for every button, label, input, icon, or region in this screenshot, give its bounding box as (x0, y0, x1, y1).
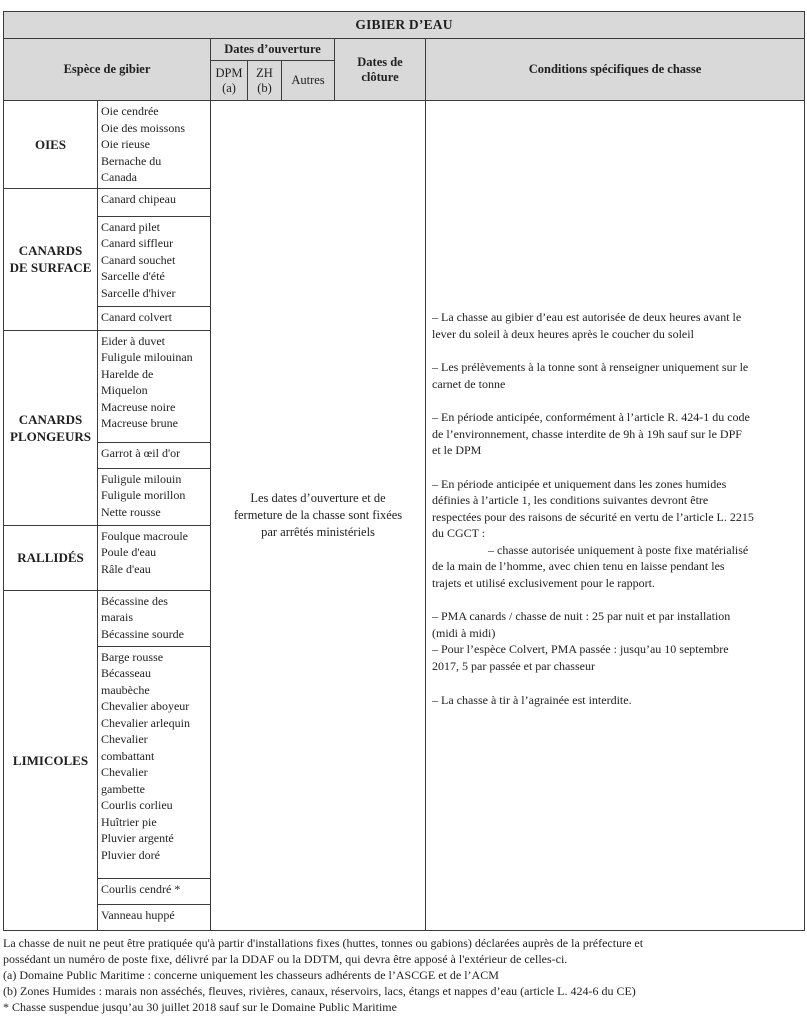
species-list (98, 216, 211, 306)
condition-item: – PMA canards / chasse de nuit : 25 par nuit et par installation (midi à midi) – Pour l’espèce Colvert, PMA passée : jusqu’au 10 septembre 2017, 5 par passée et par chasseur (432, 609, 731, 673)
species-name: Huîtrier pie (101, 814, 157, 829)
species-list (98, 188, 211, 216)
header-conditions: Conditions spécifiques de chasse (426, 39, 805, 101)
header-zh: ZH (b) (248, 61, 282, 101)
hunting-table (3, 11, 805, 931)
species-name: Courlis corlieu (101, 798, 173, 812)
group-canards-surface: CANARDS DE SURFACE (4, 188, 98, 330)
species-name: Oie des moissons (101, 120, 185, 135)
condition-item: – La chasse à tir à l’agrainée est interdite. (432, 693, 632, 707)
footnotes (3, 935, 804, 1015)
header-opening-dates: Dates d’ouverture (211, 39, 335, 61)
species-name: Vanneau huppé (101, 907, 175, 922)
species-list (98, 306, 211, 330)
species-name: Eider à duvet (101, 333, 165, 348)
header-dpm: DPM (a) (211, 61, 248, 101)
species-name: Canard chipeau (101, 191, 176, 206)
group-rallides: RALLIDÉS (4, 525, 98, 590)
species-list (98, 468, 211, 525)
species-name: Oie rieuse (101, 137, 150, 151)
species-name: Bécasseau (101, 666, 151, 680)
species-list (98, 904, 211, 930)
header-autres: Autres (282, 61, 335, 101)
night-hunting-note: La chasse de nuit ne peut être pratiquée qu'à partir d'installations fixes (huttes, tonnes ou gabions) déclarées auprès de la préfecture et (3, 936, 644, 950)
night-hunting-note: possédant un numéro de poste fixe, délivré par la DDAF ou la DDTM, qui devra être apposé à l'extérieur de celles-ci. (3, 952, 568, 966)
species-name: combattant (101, 748, 155, 763)
species-row (4, 101, 805, 189)
header-species: Espèce de gibier (4, 39, 211, 101)
group-limicoles: LIMICOLES (4, 590, 98, 930)
species-name: Macreuse noire (101, 399, 176, 414)
species-name: Chevalier arlequin (101, 715, 190, 730)
species-name: Foulque macroule (101, 528, 188, 543)
species-list (98, 590, 211, 646)
species-name: Bécassine des (101, 593, 168, 608)
species-name: Fuligule milouin (101, 471, 182, 486)
species-name: marais (101, 610, 133, 624)
species-name: Canard souchet (101, 252, 176, 267)
species-list (98, 525, 211, 590)
regulation-sheet (3, 11, 804, 1022)
species-name: Miquelon (101, 383, 148, 397)
table-title: GIBIER D’EAU (4, 12, 805, 39)
species-name: Fuligule milouinan (101, 350, 193, 364)
group-oies: OIES (4, 101, 98, 189)
species-name: Canard pilet (101, 219, 160, 234)
condition-item: – En période anticipée et uniquement dans les zones humides définies à l’article 1, les conditions suivantes devront être respectées pour des raisons de sécurité en vertu de l’article L. 2215 du CGCT : – chasse autorisée uniquement à poste fixe matérialisé de la main de l’homme, avec chien tenu en laisse pendant les trajets et utilisé exclusivement pour le rapport. (432, 476, 754, 590)
species-list (98, 330, 211, 442)
table-body (4, 101, 805, 931)
species-name: Oie cendrée (101, 104, 159, 118)
species-name: maubèche (101, 682, 150, 697)
species-name: gambette (101, 781, 145, 796)
group-canards-plongeurs: CANARDS PLONGEURS (4, 330, 98, 525)
header-closing-dates: Dates de clôture (335, 39, 426, 101)
species-name: Barge rousse (101, 649, 164, 664)
species-list (98, 878, 211, 904)
species-name: Nette rousse (101, 504, 161, 519)
species-list (98, 442, 211, 468)
species-name: Chevalier (101, 765, 148, 779)
dates-note: Les dates d’ouverture et de fermeture de la chasse sont fixées par arrêtés ministériels (211, 101, 426, 931)
condition-item: – Les prélèvements à la tonne sont à renseigner uniquement sur le carnet de tonne (432, 360, 749, 391)
species-name: Chevalier aboyeur (101, 699, 190, 713)
species-name: Sarcelle d'hiver (101, 285, 176, 300)
condition-item: – La chasse au gibier d’eau est autorisée de deux heures avant le lever du soleil à deux heures après le coucher du soleil (432, 310, 742, 341)
species-name: Pluvier doré (101, 847, 160, 862)
species-list (98, 101, 211, 189)
species-name: Garrot à œil d'or (101, 445, 181, 460)
species-list (98, 646, 211, 878)
species-name: Poule d'eau (101, 545, 157, 559)
species-name: Sarcelle d'été (101, 269, 165, 283)
hunting-conditions (426, 101, 805, 931)
species-name: Pluvier argenté (101, 831, 174, 845)
species-name: Fuligule morillon (101, 488, 186, 502)
footnote-line: * Chasse suspendue jusqu’au 30 juillet 2018 sauf sur le Domaine Public Maritime (3, 1000, 397, 1014)
species-name: Canard siffleur (101, 236, 174, 250)
species-name: Râle d'eau (101, 561, 151, 576)
species-name: Harelde de (101, 366, 154, 381)
species-name: Courlis cendré * (101, 881, 181, 896)
footnote-line: (a) Domaine Public Maritime : concerne uniquement les chasseurs adhérents de l’ASCGE et de l’ACM (3, 968, 499, 982)
species-name: Bécassine sourde (101, 626, 184, 641)
species-name: Canada (101, 170, 137, 184)
species-name: Macreuse brune (101, 416, 178, 430)
footnote-line: (b) Zones Humides : marais non asséchés, fleuves, rivières, canaux, réservoirs, lacs, étangs et nappes d’eau (article L. 424-6 du CE) (3, 984, 636, 998)
species-name: Chevalier (101, 732, 148, 746)
condition-item: – En période anticipée, conformément à l’article R. 424-1 du code de l’environnement, chasse interdite de 9h à 19h sauf sur le DPF et le DPM (432, 410, 750, 457)
species-name: Canard colvert (101, 309, 172, 324)
species-name: Bernache du (101, 153, 162, 168)
